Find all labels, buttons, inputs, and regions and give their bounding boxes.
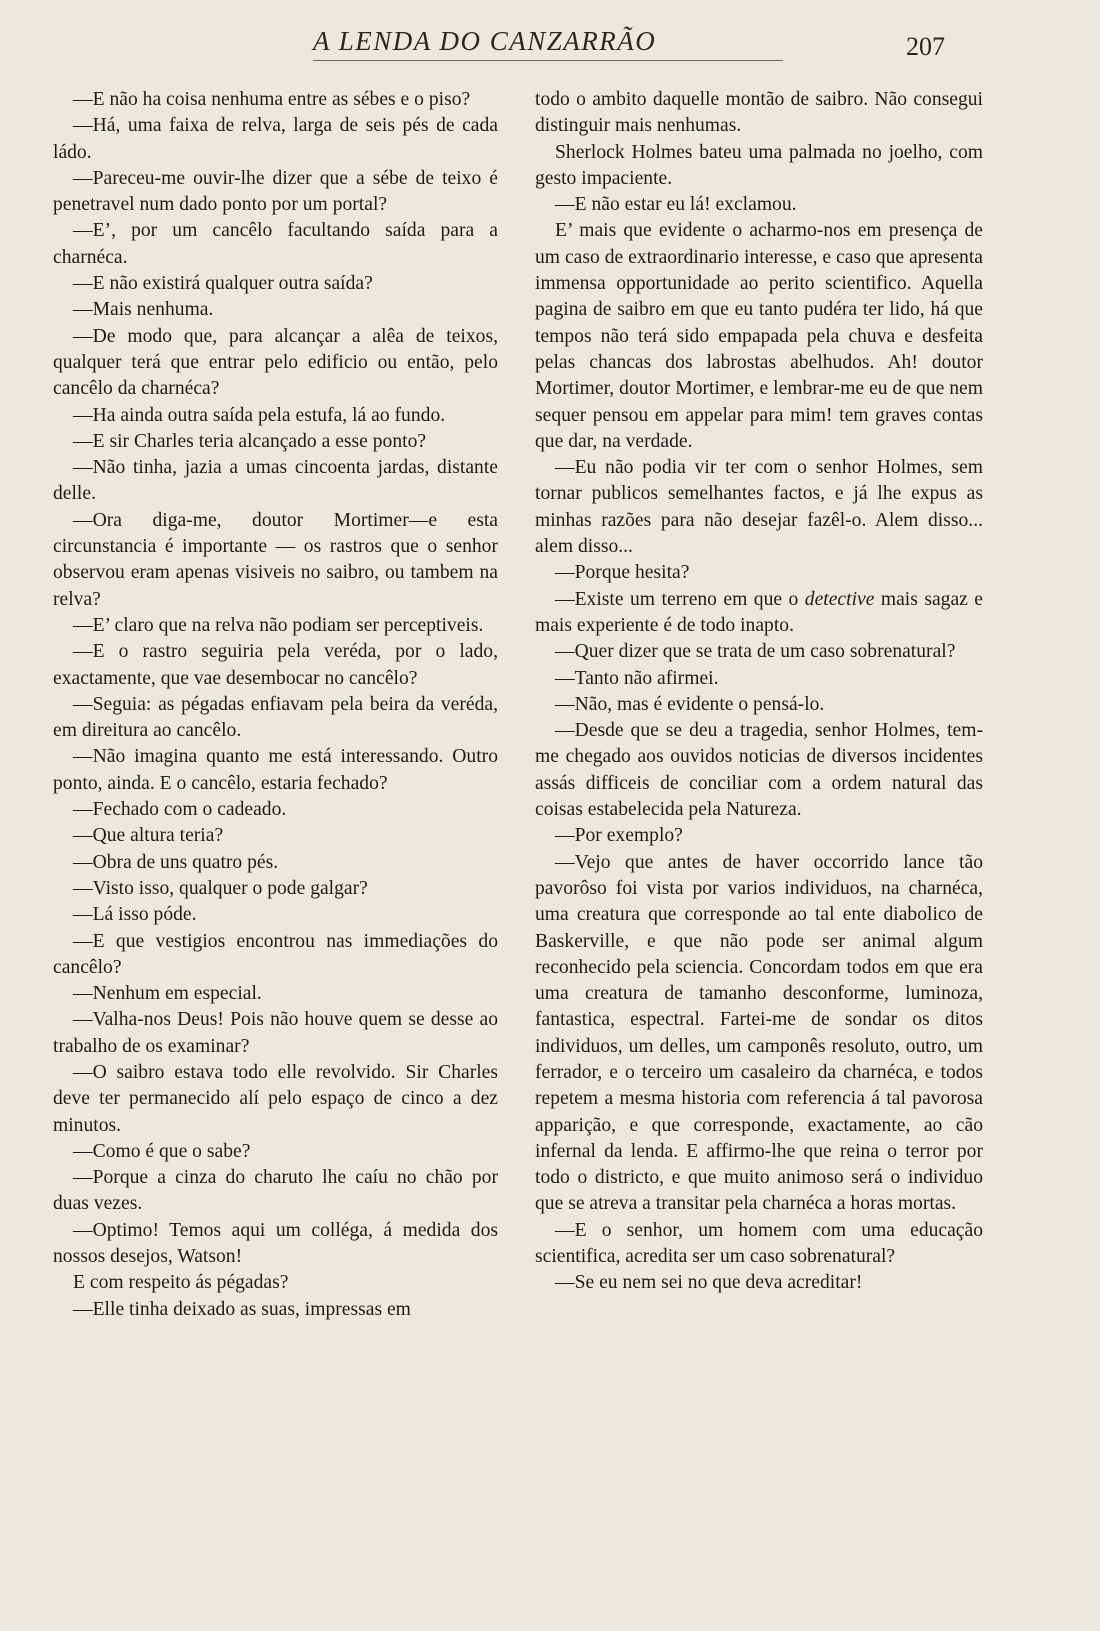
paragraph-text: mais sagaz e mais experiente é de todo inapto. [535, 588, 983, 636]
paragraph: E com respeito ás pégadas? [73, 1272, 289, 1294]
paragraph: —Lá isso póde. [73, 904, 197, 926]
running-title: A LENDA DO CANZARRÃO [313, 26, 657, 56]
paragraph: —Porque a cinza do charuto lhe caíu no chão por duas vezes. [53, 1167, 498, 1215]
paragraph: —Nenhum em especial. [73, 983, 262, 1005]
paragraph: —Que altura teria? [73, 825, 224, 847]
paragraph: todo o ambito daquelle montão de saibro. Não consegui distinguir mais nenhumas. [535, 89, 983, 137]
paragraph: —Quer dizer que se trata de um caso sobrenatural? [555, 641, 956, 663]
paragraph: —E’, por um cancêlo facultando saída para a charnéca. [53, 220, 498, 268]
paragraph: —Não tinha, jazia a umas cincoenta jardas, distante delle. [53, 457, 498, 505]
paragraph: E’ mais que evidente o acharmo-nos em presença de um caso de extraordinario interesse, e caso que apresenta immensa opportunidade ao perito scientifico. Aquella pagina de saibro em que eu tanto pudéra ter lido, há que tempos não terá sido empapada pela chuva e desfeita pelas chancas dos labrostas abelhudos. Ah! doutor Mortimer, doutor Mortimer, e lembrar-me eu de que nem sequer pensou em appelar para mim! tem graves contas que dar, na verdade. [535, 220, 983, 452]
paragraph: —E o senhor, um homem com uma educação scientifica, acredita ser um caso sobrenatural? [535, 1219, 983, 1268]
right-text-column [535, 87, 983, 1297]
paragraph: —Ora diga-me, doutor Mortimer—e esta circunstancia é importante — os rastros que o senhor observou eram apenas visiveis no saibro, ou tambem na relva? [53, 509, 498, 610]
paragraph: —Eu não podia vir ter com o senhor Holmes, sem tornar publicos semelhantes factos, e já lhe expus as minhas razões para não desejar fazêl-o. Alem disso... alem disso... [535, 457, 983, 558]
paragraph: —Optimo! Temos aqui um colléga, á medida dos nossos desejos, Watson! [53, 1219, 498, 1268]
paragraph: —Obra de uns quatro pés. [73, 851, 279, 873]
paragraph: —E’ claro que na relva não podiam ser perceptiveis. [73, 614, 484, 636]
paragraph: —Tanto não afirmei. [555, 667, 719, 689]
paragraph: —Como é que o sabe? [73, 1140, 251, 1162]
paragraph: —Visto isso, qualquer o pode galgar? [73, 877, 368, 899]
running-head [0, 24, 1100, 64]
paragraph: —E não existirá qualquer outra saída? [73, 273, 373, 295]
paragraph: —O saibro estava todo elle revolvido. Sir Charles deve ter permanecido alí pelo espaço de cinco a dez minutos. [53, 1061, 498, 1136]
page-number: 207 [906, 32, 945, 61]
paragraph: —De modo que, para alcançar a alêa de teixos, qualquer terá que entrar pelo edificio ou então, pelo cancêlo da charnéca? [53, 325, 498, 400]
paragraph: —Por exemplo? [555, 825, 683, 847]
paragraph-text: —Existe um terreno em que o [555, 588, 805, 610]
paragraph: —Vejo que antes de haver occorrido lance tão pavorôso foi vista por varios individuos, na charnéca, uma creatura que corresponde ao tal ente diabolico de Baskerville, e que não pode ser animal algum reconhecido pela sciencia. Concordam todos em que era uma creatura de tamanho desconforme, luminoza, fantastica, espectral. Fartei-me de sondar os ditos individuos, um delles, um camponês resoluto, outro, um ferrador, e o terceiro um casaleiro da charnéca, e todos repetem a mesma historia com referencia á tal pavorosa apparição, e que corresponde, exactamente, ao cão infernal da lenda. E affirmo-lhe que reina o terror por todo o districto, e que muito animoso será o individuo que se atreva a transitar pela charnéca a horas mortas. [535, 851, 983, 1215]
paragraph: —E o rastro seguiria pela veréda, por o lado, exactamente, que vae desembocar no cancêlo? [53, 641, 498, 689]
paragraph: —Há, uma faixa de relva, larga de seis pés de cada ládo. [53, 115, 498, 163]
paragraph: —E não ha coisa nenhuma entre as sébes e o piso? [73, 89, 471, 110]
paragraph: —E sir Charles teria alcançado a esse ponto? [73, 430, 427, 452]
paragraph: —Elle tinha deixado as suas, impressas em [73, 1298, 411, 1320]
paragraph: —Seguia: as pégadas enfiavam pela beira da veréda, em direitura ao cancêlo. [53, 693, 498, 742]
left-text-column [53, 87, 498, 1323]
paragraph: —Desde que se deu a tragedia, senhor Holmes, tem-me chegado aos ouvidos noticias de diversos incidentes assás difficeis de conciliar com a ordem natural das coisas estabelecida pela Natureza. [535, 720, 983, 821]
paragraph: —Não imagina quanto me está interessando. Outro ponto, ainda. E o cancêlo, estaria fechado? [53, 746, 498, 794]
paragraph: —Pareceu-me ouvir-lhe dizer que a sébe de teixo é penetravel num dado ponto por um portal? [53, 167, 498, 216]
paragraph: —E não estar eu lá! exclamou. [555, 194, 797, 216]
paragraph: —Fechado com o cadeado. [73, 799, 287, 821]
header-rule [313, 60, 783, 61]
paragraph [535, 587, 983, 640]
paragraph: —Valha-nos Deus! Pois não houve quem se desse ao trabalho de os examinar? [53, 1009, 498, 1057]
paragraph: —Mais nenhuma. [73, 299, 214, 321]
paragraph: —Porque hesita? [555, 562, 690, 584]
paragraph: Sherlock Holmes bateu uma palmada no joelho, com gesto impaciente. [535, 141, 983, 189]
paragraph: —Se eu nem sei no que deva acreditar! [555, 1272, 863, 1294]
paragraph: —Ha ainda outra saída pela estufa, lá ao fundo. [73, 404, 446, 426]
italic-term: detective [804, 588, 875, 610]
paragraph: —Não, mas é evidente o pensá-lo. [555, 693, 825, 715]
paragraph: —E que vestigios encontrou nas immediações do cancêlo? [53, 930, 498, 978]
